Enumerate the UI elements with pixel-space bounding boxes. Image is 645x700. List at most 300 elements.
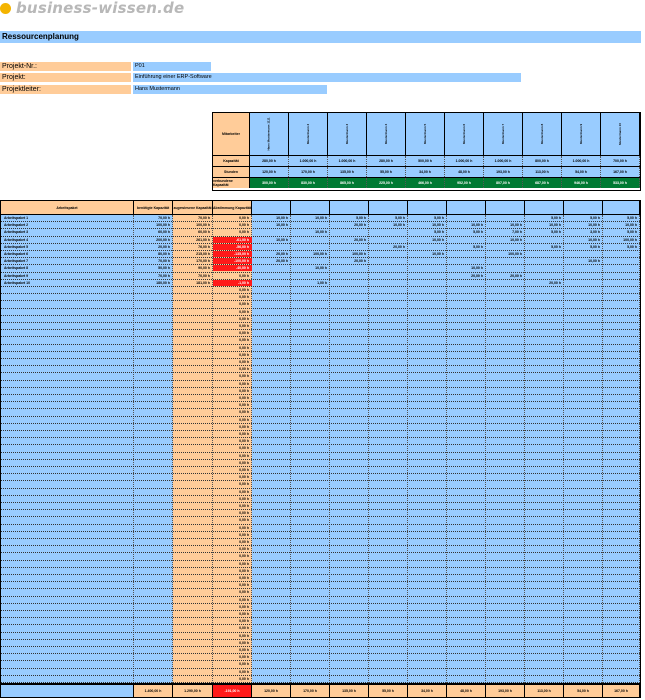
- grid-header-needed: benötigte Kapazität: [134, 201, 173, 215]
- table-row[interactable]: [1, 345, 640, 352]
- row-resource-value[interactable]: 3,00 h: [590, 230, 600, 235]
- row-resource-value[interactable]: 10,00 h: [315, 266, 327, 271]
- row-resource-value[interactable]: 10,00 h: [315, 230, 327, 235]
- table-row[interactable]: [1, 388, 640, 395]
- row-diff-value: 0,00 h: [239, 568, 249, 573]
- table-row[interactable]: [1, 424, 640, 431]
- row-need-value[interactable]: 200,00 h: [156, 237, 170, 242]
- resource-capacity-cell[interactable]: 280,00 h: [250, 156, 289, 166]
- resource-remaining-cell[interactable]: 687,00 h: [523, 178, 562, 188]
- resource-capacity-cell[interactable]: 800,00 h: [523, 156, 562, 166]
- row-diff-value: 0,00 h: [239, 669, 249, 674]
- resource-column-header: [289, 113, 328, 155]
- table-row[interactable]: [1, 539, 640, 546]
- table-row[interactable]: [1, 438, 640, 445]
- table-row[interactable]: [1, 330, 640, 337]
- row-resource-value[interactable]: 5,00 h: [434, 216, 444, 220]
- table-row[interactable]: [1, 215, 640, 222]
- row-diff-value: 0,00 h: [239, 367, 249, 372]
- table-row[interactable]: [1, 265, 640, 272]
- resource-remaining-cell[interactable]: 952,00 h: [445, 178, 484, 188]
- row-resource-value[interactable]: 20,00 h: [354, 259, 366, 264]
- row-diff-value: 0,00 h: [239, 590, 249, 595]
- row-resource-value[interactable]: 20,00 h: [354, 223, 366, 228]
- row-diff-value: 0,00 h: [239, 288, 249, 292]
- row-diff-value[interactable]: -1,00 h: [213, 280, 252, 286]
- resource-header-label: Mitarbeiter: [213, 113, 250, 155]
- row-resource-value[interactable]: 20,00 h: [276, 252, 288, 256]
- resource-capacity-cell[interactable]: 1.000,00 h: [328, 156, 367, 166]
- table-row[interactable]: [1, 568, 640, 575]
- hours-row-label: Stunden: [213, 167, 250, 177]
- row-need-value[interactable]: 50,00 h: [158, 266, 170, 271]
- row-resource-value[interactable]: 5,00 h: [551, 244, 561, 249]
- row-resource-value[interactable]: 5,00 h: [627, 230, 637, 235]
- resource-capacity-table: [212, 112, 641, 191]
- row-diff-value: 0,00 h: [239, 662, 249, 667]
- capacity-row: [213, 155, 640, 166]
- row-diff-value: 0,00 h: [239, 316, 249, 321]
- row-resource-value[interactable]: 10,00 h: [625, 223, 637, 228]
- row-resource-value[interactable]: 5,00 h: [473, 244, 483, 249]
- row-resource-value[interactable]: 100,00 h: [623, 237, 637, 242]
- resource-column-header: [406, 113, 445, 155]
- row-diff-value: 0,00 h: [239, 482, 249, 487]
- table-row[interactable]: [1, 301, 640, 308]
- row-diff-value: 0,00 h: [239, 612, 249, 616]
- grid-total-label-cell: [1, 683, 134, 697]
- row-resource-value[interactable]: 7,00 h: [512, 230, 522, 235]
- row-resource-value[interactable]: 20,00 h: [276, 259, 288, 264]
- row-diff-value: 0,00 h: [239, 460, 249, 465]
- row-assigned-value[interactable]: 70,00 h: [198, 216, 210, 220]
- row-diff-value: 0,00 h: [239, 381, 249, 386]
- resource-hours-cell[interactable]: 54,00 h: [562, 167, 601, 177]
- table-row[interactable]: [1, 222, 640, 229]
- table-row[interactable]: [1, 582, 640, 589]
- row-need-value[interactable]: 60,00 h: [158, 230, 170, 235]
- resource-column-header: [250, 113, 289, 155]
- row-diff-value: 0,00 h: [239, 561, 249, 566]
- table-row[interactable]: [1, 618, 640, 625]
- table-row[interactable]: [1, 352, 640, 359]
- row-resource-value[interactable]: 10,00 h: [432, 237, 444, 242]
- row-diff-value: 0,00 h: [239, 640, 249, 645]
- table-row[interactable]: [1, 633, 640, 640]
- row-diff-value: 0,00 h: [239, 453, 249, 458]
- row-diff-value: 0,00 h: [239, 345, 249, 350]
- brand-logo: [0, 0, 184, 16]
- table-row[interactable]: [1, 561, 640, 568]
- grid-header-resource: [252, 201, 291, 215]
- resource-remaining-cell[interactable]: 225,00 h: [367, 178, 406, 188]
- grid-header-resource: [486, 201, 525, 215]
- table-row[interactable]: [1, 229, 640, 236]
- table-row[interactable]: [1, 661, 640, 668]
- table-row[interactable]: [1, 244, 640, 251]
- row-resource-value[interactable]: 100,00 h: [352, 252, 366, 256]
- row-resource-value[interactable]: 5,00 h: [627, 216, 637, 220]
- row-assigned-value[interactable]: 170,00 h: [196, 259, 210, 264]
- resource-hours-cell[interactable]: 113,00 h: [523, 167, 562, 177]
- resource-name: Mustermann 2: [306, 123, 310, 145]
- resource-capacity-cell[interactable]: 500,00 h: [406, 156, 445, 166]
- grid-total-cell: 170,00 h: [291, 683, 330, 697]
- row-diff-value: 0,00 h: [239, 676, 249, 681]
- row-assigned-value[interactable]: 60,00 h: [198, 230, 210, 235]
- row-diff-value: 0,00 h: [239, 576, 249, 580]
- resource-name: Mustermann 3: [345, 123, 349, 145]
- resource-hours-cell[interactable]: 193,00 h: [484, 167, 523, 177]
- grid-header-resource: [603, 201, 640, 215]
- logo-dot-icon: [0, 3, 11, 14]
- row-assigned-value[interactable]: 90,00 h: [198, 266, 210, 271]
- remaining-row-label: verbundene Kapazität: [213, 178, 250, 188]
- row-diff-value: 0,00 h: [239, 331, 249, 336]
- row-assigned-value[interactable]: 100,00 h: [196, 223, 210, 228]
- grid-header-resource: [291, 201, 330, 215]
- row-resource-value[interactable]: 10,00 h: [471, 223, 483, 228]
- table-row[interactable]: [1, 445, 640, 452]
- table-row[interactable]: [1, 453, 640, 460]
- row-need-value[interactable]: 20,00 h: [158, 244, 170, 249]
- resource-column-header: [328, 113, 367, 155]
- row-diff-value: 0,00 h: [239, 597, 249, 602]
- row-diff-value: 0,00 h: [239, 604, 249, 609]
- table-row[interactable]: [1, 604, 640, 611]
- row-package-label: Arbeitspaket 7: [4, 259, 29, 264]
- row-assigned-value[interactable]: 261,00 h: [196, 237, 210, 242]
- table-row[interactable]: [1, 280, 640, 287]
- row-package-label: Arbeitspaket 6: [4, 252, 29, 256]
- row-resource-value[interactable]: 10,00 h: [432, 223, 444, 228]
- row-diff-value[interactable]: -100,00 h: [213, 258, 252, 264]
- row-resource-value[interactable]: 20,00 h: [354, 237, 366, 242]
- resource-name: Mustermann 8: [540, 123, 544, 145]
- row-diff-value[interactable]: 0,00 h: [239, 230, 249, 235]
- table-row[interactable]: [1, 625, 640, 632]
- resource-name: Mustermann 4: [384, 123, 388, 145]
- table-row[interactable]: [1, 496, 640, 503]
- row-diff-value: 0,00 h: [239, 496, 249, 501]
- grid-total-cell: 113,00 h: [525, 683, 564, 697]
- row-need-value[interactable]: 70,00 h: [158, 259, 170, 264]
- row-diff-value[interactable]: 0,00 h: [239, 223, 249, 228]
- table-row[interactable]: [1, 467, 640, 474]
- row-package-label: Arbeitspaket 4: [4, 237, 29, 242]
- resource-column-header: [523, 113, 562, 155]
- row-resource-value[interactable]: 5,00 h: [551, 216, 561, 220]
- project-lead-label: Projektleiter:: [0, 85, 131, 94]
- row-resource-value[interactable]: 5,00 h: [434, 230, 444, 235]
- table-row[interactable]: [1, 373, 640, 380]
- table-row[interactable]: [1, 323, 640, 330]
- row-resource-value[interactable]: 10,00 h: [588, 237, 600, 242]
- table-row[interactable]: [1, 395, 640, 402]
- grid-header-resource: [447, 201, 486, 215]
- table-row[interactable]: [1, 589, 640, 596]
- row-need-value[interactable]: 100,00 h: [156, 223, 170, 228]
- remaining-row: [213, 177, 640, 188]
- resource-hours-cell[interactable]: 120,00 h: [250, 167, 289, 177]
- grid-header-package: Arbeitspaket: [1, 201, 134, 215]
- grid-total-cell: -191,00 h: [213, 683, 252, 697]
- resource-remaining-cell[interactable]: 466,00 h: [406, 178, 445, 188]
- row-diff-value: 0,00 h: [239, 547, 249, 552]
- resource-hours-cell[interactable]: 170,00 h: [289, 167, 328, 177]
- project-name-label: Projekt:: [0, 73, 131, 82]
- table-row[interactable]: [1, 647, 640, 654]
- row-diff-value: 0,00 h: [239, 396, 249, 400]
- resource-column-header: [484, 113, 523, 155]
- table-row[interactable]: [1, 287, 640, 294]
- row-resource-value[interactable]: 5,00 h: [627, 244, 637, 249]
- table-row[interactable]: [1, 532, 640, 539]
- row-resource-value[interactable]: 10,00 h: [276, 216, 288, 220]
- row-diff-value: 0,00 h: [239, 540, 249, 544]
- table-row[interactable]: [1, 402, 640, 409]
- table-row[interactable]: [1, 503, 640, 510]
- hours-row: [213, 166, 640, 177]
- grid-header-balance: Abstimmung Kapazität: [213, 201, 252, 215]
- resource-column-header: [562, 113, 601, 155]
- resource-capacity-cell[interactable]: 1.000,00 h: [562, 156, 601, 166]
- row-resource-value[interactable]: 5,00 h: [551, 230, 561, 235]
- resource-column-header: [367, 113, 406, 155]
- row-resource-value[interactable]: 10,00 h: [393, 223, 405, 228]
- row-resource-value[interactable]: 20,00 h: [471, 273, 483, 278]
- resource-column-header: [445, 113, 484, 155]
- row-diff-value: 0,00 h: [239, 374, 249, 379]
- table-row[interactable]: [1, 481, 640, 488]
- row-diff-value[interactable]: -61,00 h: [213, 237, 252, 243]
- table-row[interactable]: [1, 517, 640, 524]
- row-need-value[interactable]: 80,00 h: [158, 252, 170, 256]
- table-row[interactable]: [1, 294, 640, 301]
- row-package-label: Arbeitspaket 1: [4, 216, 29, 220]
- row-resource-value[interactable]: 5,00 h: [356, 216, 366, 220]
- row-diff-value: 0,00 h: [239, 446, 249, 451]
- row-resource-value[interactable]: 1,00 h: [317, 280, 327, 285]
- resource-remaining-cell[interactable]: 946,00 h: [562, 178, 601, 188]
- row-package-label: Arbeitspaket 2: [4, 223, 29, 228]
- table-row[interactable]: [1, 489, 640, 496]
- row-diff-value: 0,00 h: [239, 504, 249, 508]
- row-resource-value[interactable]: 10,00 h: [276, 223, 288, 228]
- table-row[interactable]: [1, 359, 640, 366]
- row-diff-value: 0,00 h: [239, 403, 249, 408]
- table-row[interactable]: [1, 460, 640, 467]
- row-diff-value: 0,00 h: [239, 352, 249, 357]
- row-diff-value[interactable]: -40,00 h: [213, 265, 252, 271]
- table-row[interactable]: [1, 431, 640, 438]
- table-row[interactable]: [1, 409, 640, 416]
- logo-text: business-wissen.de: [16, 0, 185, 17]
- row-diff-value[interactable]: -135,00 h: [213, 251, 252, 257]
- table-row[interactable]: [1, 381, 640, 388]
- table-row[interactable]: [1, 309, 640, 316]
- table-row[interactable]: [1, 654, 640, 661]
- row-resource-value[interactable]: 10,00 h: [588, 259, 600, 264]
- resource-name: Mustermann 10: [617, 122, 622, 146]
- table-row[interactable]: [1, 525, 640, 532]
- resource-hours-cell[interactable]: 135,00 h: [328, 167, 367, 177]
- row-resource-value[interactable]: 10,00 h: [276, 237, 288, 242]
- row-resource-value[interactable]: 5,00 h: [590, 244, 600, 249]
- row-resource-value[interactable]: 100,00 h: [508, 252, 522, 256]
- row-diff-value: 0,00 h: [239, 388, 249, 393]
- resource-name: Mustermann 5: [423, 123, 427, 145]
- row-need-value[interactable]: 180,00 h: [156, 280, 170, 285]
- grid-header-resource: [369, 201, 408, 215]
- row-diff-value: 0,00 h: [239, 525, 249, 530]
- row-resource-value[interactable]: 5,00 h: [395, 216, 405, 220]
- table-row[interactable]: [1, 273, 640, 280]
- row-diff-value: 0,00 h: [239, 619, 249, 624]
- row-resource-value[interactable]: 20,00 h: [393, 244, 405, 249]
- row-resource-value[interactable]: 10,00 h: [510, 237, 522, 242]
- row-assigned-value[interactable]: 76,00 h: [198, 244, 210, 249]
- resource-hours-cell[interactable]: 48,00 h: [445, 167, 484, 177]
- capacity-row-label: Kapazität: [213, 156, 250, 166]
- resource-remaining-cell[interactable]: 807,00 h: [484, 178, 523, 188]
- resource-remaining-cell[interactable]: 533,00 h: [601, 178, 640, 188]
- row-assigned-value[interactable]: 181,00 h: [196, 280, 210, 285]
- table-row[interactable]: [1, 510, 640, 517]
- table-row[interactable]: [1, 575, 640, 582]
- resource-name: Hans Mustermann 1111: [267, 117, 271, 151]
- row-diff-value: 0,00 h: [239, 338, 249, 343]
- table-row[interactable]: [1, 316, 640, 323]
- row-resource-value[interactable]: 100,00 h: [313, 252, 327, 256]
- row-diff-value: 0,00 h: [239, 489, 249, 494]
- row-diff-value[interactable]: 0,00 h: [239, 273, 249, 278]
- table-row[interactable]: [1, 337, 640, 344]
- row-resource-value[interactable]: 5,00 h: [590, 216, 600, 220]
- row-diff-value: 0,00 h: [239, 439, 249, 444]
- row-diff-value: 0,00 h: [239, 295, 249, 300]
- row-need-value[interactable]: 70,00 h: [158, 216, 170, 220]
- row-resource-value[interactable]: 10,00 h: [549, 223, 561, 228]
- table-row[interactable]: [1, 251, 640, 258]
- row-diff-value: 0,00 h: [239, 302, 249, 307]
- grid-header-resource: [564, 201, 603, 215]
- row-diff-value[interactable]: 0,00 h: [239, 216, 249, 220]
- table-row[interactable]: [1, 669, 640, 676]
- row-diff-value: 0,00 h: [239, 417, 249, 422]
- grid-header-assigned: zugewiesene Kapazität: [173, 201, 213, 215]
- table-row[interactable]: [1, 546, 640, 553]
- resource-capacity-cell[interactable]: 1.000,00 h: [484, 156, 523, 166]
- grid-total-cell: 193,00 h: [486, 683, 525, 697]
- project-name-value[interactable]: Einführung einer ERP-Software: [133, 73, 521, 82]
- row-diff-value: 0,00 h: [239, 475, 249, 480]
- project-number-label: Projekt-Nr.:: [0, 62, 131, 71]
- table-row[interactable]: [1, 597, 640, 604]
- row-diff-value: 0,00 h: [239, 468, 249, 472]
- row-diff-value: 0,00 h: [239, 648, 249, 652]
- row-resource-value[interactable]: 10,00 h: [471, 266, 483, 271]
- grid-total-cell: 167,00 h: [603, 683, 640, 697]
- row-resource-value[interactable]: 20,00 h: [549, 280, 561, 285]
- resource-remaining-cell[interactable]: 830,00 h: [289, 178, 328, 188]
- table-row[interactable]: [1, 366, 640, 373]
- row-diff-value: 0,00 h: [239, 554, 249, 559]
- table-row[interactable]: [1, 553, 640, 560]
- resource-name: Mustermann 6: [462, 123, 466, 145]
- table-row[interactable]: [1, 474, 640, 481]
- row-diff-value: 0,00 h: [239, 633, 249, 638]
- table-row[interactable]: [1, 640, 640, 647]
- resource-capacity-cell[interactable]: 1.000,00 h: [445, 156, 484, 166]
- row-resource-value[interactable]: 10,00 h: [315, 216, 327, 220]
- grid-header-resource: [408, 201, 447, 215]
- row-need-value[interactable]: 70,00 h: [158, 273, 170, 278]
- table-row[interactable]: [1, 676, 640, 683]
- project-lead-value[interactable]: Hans Mustermann: [133, 85, 327, 94]
- grid-total-cell: 54,00 h: [564, 683, 603, 697]
- resource-capacity-cell[interactable]: 700,00 h: [601, 156, 640, 166]
- grid-total-cell: 55,00 h: [369, 683, 408, 697]
- project-number-value[interactable]: P01: [133, 62, 211, 71]
- grid-header-resource: [525, 201, 564, 215]
- resource-capacity-cell[interactable]: 1.000,00 h: [289, 156, 328, 166]
- row-diff-value: 0,00 h: [239, 518, 249, 523]
- row-diff-value: 0,00 h: [239, 532, 249, 537]
- row-diff-value[interactable]: -56,00 h: [213, 244, 252, 250]
- row-package-label: Arbeitspaket 8: [4, 266, 29, 271]
- table-row[interactable]: [1, 237, 640, 244]
- grid-header-resource: [330, 201, 369, 215]
- resource-capacity-cell[interactable]: 280,00 h: [367, 156, 406, 166]
- row-diff-value: 0,00 h: [239, 324, 249, 328]
- row-package-label: Arbeitspaket 5: [4, 244, 29, 249]
- resource-header: [213, 113, 640, 155]
- resource-hours-cell[interactable]: 34,00 h: [406, 167, 445, 177]
- row-diff-value: 0,00 h: [239, 655, 249, 660]
- resource-remaining-cell[interactable]: 300,00 h: [250, 178, 289, 188]
- row-diff-value: 0,00 h: [239, 583, 249, 588]
- row-resource-value[interactable]: 10,00 h: [588, 223, 600, 228]
- row-resource-value[interactable]: 10,00 h: [432, 252, 444, 256]
- resource-remaining-cell[interactable]: 865,00 h: [328, 178, 367, 188]
- row-diff-value: 0,00 h: [239, 410, 249, 415]
- row-assigned-value[interactable]: 70,00 h: [198, 273, 210, 278]
- row-resource-value[interactable]: 5,00 h: [473, 230, 483, 235]
- row-package-label: Arbeitspaket 9: [4, 273, 29, 278]
- grid-total-cell: 120,00 h: [252, 683, 291, 697]
- resource-hours-cell[interactable]: 167,00 h: [601, 167, 640, 177]
- grid-total-cell: 34,00 h: [408, 683, 447, 697]
- table-row[interactable]: [1, 258, 640, 265]
- sheet-title: Ressourcenplanung: [0, 31, 641, 43]
- row-package-label: Arbeitspaket 10: [4, 280, 31, 285]
- table-row[interactable]: [1, 611, 640, 618]
- row-resource-value[interactable]: 10,00 h: [510, 223, 522, 228]
- work-package-grid: [0, 200, 641, 698]
- grid-total-cell: 1.290,00 h: [173, 683, 213, 697]
- resource-hours-cell[interactable]: 55,00 h: [367, 167, 406, 177]
- row-assigned-value[interactable]: 215,00 h: [196, 252, 210, 256]
- table-row[interactable]: [1, 417, 640, 424]
- row-diff-value: 0,00 h: [239, 432, 249, 436]
- grid-total-cell: 48,00 h: [447, 683, 486, 697]
- row-diff-value: 0,00 h: [239, 360, 249, 364]
- row-resource-value[interactable]: 20,00 h: [510, 273, 522, 278]
- row-diff-value: 0,00 h: [239, 309, 249, 314]
- resource-name: Mustermann 7: [501, 123, 505, 145]
- resource-column-header: [601, 113, 640, 155]
